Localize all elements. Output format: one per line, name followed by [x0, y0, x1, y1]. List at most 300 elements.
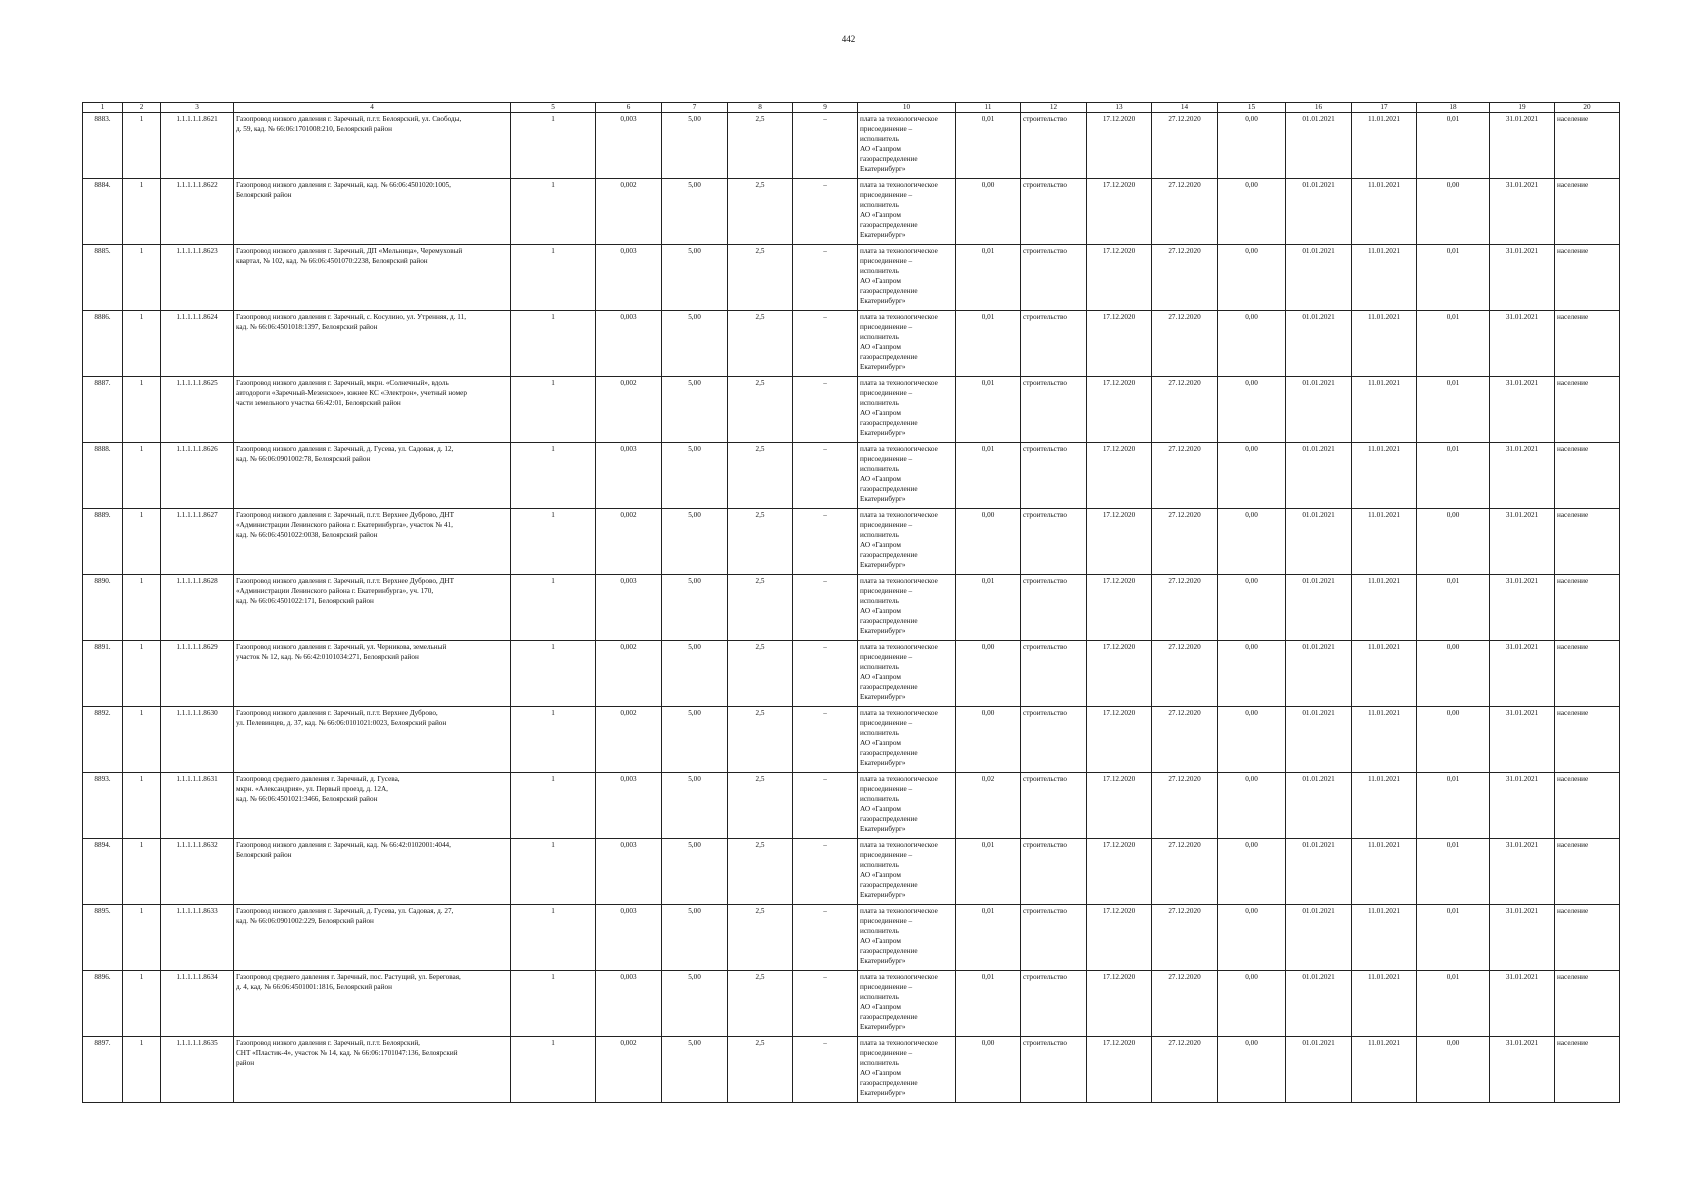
column-header: 13 — [1087, 103, 1152, 113]
row-number: 8888. — [83, 443, 123, 509]
column-header: 20 — [1555, 103, 1620, 113]
col-5-cell: 1 — [511, 641, 596, 707]
date-17: 11.01.2021 — [1352, 641, 1417, 707]
col-11-cell: 0,01 — [956, 311, 1021, 377]
project-code: 1.1.1.1.1.8630 — [161, 707, 234, 773]
row-number: 8886. — [83, 311, 123, 377]
col-5-cell: 1 — [511, 311, 596, 377]
col-2-cell: 1 — [123, 377, 161, 443]
col-9-cell: – — [793, 179, 858, 245]
col-18-cell: 0,00 — [1417, 707, 1490, 773]
col-6-cell: 0,003 — [596, 575, 662, 641]
col-8-cell: 2,5 — [728, 905, 793, 971]
col-7-cell: 5,00 — [662, 641, 728, 707]
table-row — [83, 377, 1620, 443]
work-type: строительство — [1021, 245, 1087, 311]
column-header: 8 — [728, 103, 793, 113]
table-row — [83, 905, 1620, 971]
table-row — [83, 179, 1620, 245]
date-19: 31.01.2021 — [1490, 839, 1555, 905]
object-description: Газопровод низкого давления г. Заречный, кад. № 66:06:4501020:1005, Белоярский район — [234, 179, 511, 245]
date-start: 17.12.2020 — [1087, 773, 1152, 839]
col-2-cell: 1 — [123, 641, 161, 707]
col-9-cell: – — [793, 443, 858, 509]
funding-source: плата за технологическое присоединение – исполнитель АО «Газпром газораспределение Екатеринбург» — [858, 1037, 956, 1103]
col-6-cell: 0,003 — [596, 839, 662, 905]
col-15-cell: 0,00 — [1218, 905, 1286, 971]
col-8-cell: 2,5 — [728, 377, 793, 443]
col-15-cell: 0,00 — [1218, 641, 1286, 707]
col-15-cell: 0,00 — [1218, 179, 1286, 245]
date-end: 27.12.2020 — [1152, 1037, 1218, 1103]
date-16: 01.01.2021 — [1286, 773, 1352, 839]
work-type: строительство — [1021, 179, 1087, 245]
column-header: 16 — [1286, 103, 1352, 113]
consumer-category: население — [1555, 311, 1620, 377]
col-5-cell: 1 — [511, 179, 596, 245]
col-6-cell: 0,003 — [596, 971, 662, 1037]
table-row — [83, 773, 1620, 839]
table-row — [83, 113, 1620, 179]
date-start: 17.12.2020 — [1087, 707, 1152, 773]
date-start: 17.12.2020 — [1087, 641, 1152, 707]
consumer-category: население — [1555, 443, 1620, 509]
col-5-cell: 1 — [511, 773, 596, 839]
col-7-cell: 5,00 — [662, 839, 728, 905]
work-type: строительство — [1021, 509, 1087, 575]
col-18-cell: 0,01 — [1417, 113, 1490, 179]
col-9-cell: – — [793, 113, 858, 179]
object-description: Газопровод низкого давления г. Заречный, мкрн. «Солнечный», вдоль автодороги «Заречный-Мезенское», южнее КС «Электрон», учетный номер части земельного участка 66:42:01, Белоярский район — [234, 377, 511, 443]
date-start: 17.12.2020 — [1087, 905, 1152, 971]
funding-source: плата за технологическое присоединение – исполнитель АО «Газпром газораспределение Екатеринбург» — [858, 311, 956, 377]
date-17: 11.01.2021 — [1352, 113, 1417, 179]
col-18-cell: 0,00 — [1417, 641, 1490, 707]
col-2-cell: 1 — [123, 575, 161, 641]
object-description: Газопровод низкого давления г. Заречный, п.г.т. Белоярский, ул. Свободы, д. 59, кад. № 66:06:1701008:210, Белоярский район — [234, 113, 511, 179]
col-6-cell: 0,003 — [596, 311, 662, 377]
table-row — [83, 443, 1620, 509]
date-start: 17.12.2020 — [1087, 377, 1152, 443]
col-8-cell: 2,5 — [728, 245, 793, 311]
consumer-category: население — [1555, 773, 1620, 839]
col-15-cell: 0,00 — [1218, 311, 1286, 377]
funding-source: плата за технологическое присоединение – исполнитель АО «Газпром газораспределение Екатеринбург» — [858, 905, 956, 971]
project-code: 1.1.1.1.1.8626 — [161, 443, 234, 509]
col-7-cell: 5,00 — [662, 773, 728, 839]
date-start: 17.12.2020 — [1087, 443, 1152, 509]
investment-table — [82, 102, 1620, 1103]
column-header: 19 — [1490, 103, 1555, 113]
date-start: 17.12.2020 — [1087, 509, 1152, 575]
col-7-cell: 5,00 — [662, 1037, 728, 1103]
col-8-cell: 2,5 — [728, 773, 793, 839]
date-end: 27.12.2020 — [1152, 311, 1218, 377]
col-5-cell: 1 — [511, 971, 596, 1037]
date-16: 01.01.2021 — [1286, 641, 1352, 707]
col-8-cell: 2,5 — [728, 971, 793, 1037]
project-code: 1.1.1.1.1.8624 — [161, 311, 234, 377]
funding-source: плата за технологическое присоединение – исполнитель АО «Газпром газораспределение Екатеринбург» — [858, 773, 956, 839]
row-number: 8894. — [83, 839, 123, 905]
work-type: строительство — [1021, 773, 1087, 839]
date-end: 27.12.2020 — [1152, 377, 1218, 443]
col-2-cell: 1 — [123, 245, 161, 311]
date-start: 17.12.2020 — [1087, 311, 1152, 377]
object-description: Газопровод низкого давления г. Заречный, д. Гусева, ул. Садовая, д. 27, кад. № 66:06:0901002:229, Белоярский район — [234, 905, 511, 971]
date-end: 27.12.2020 — [1152, 773, 1218, 839]
date-16: 01.01.2021 — [1286, 377, 1352, 443]
project-code: 1.1.1.1.1.8631 — [161, 773, 234, 839]
column-header: 6 — [596, 103, 662, 113]
col-8-cell: 2,5 — [728, 113, 793, 179]
col-15-cell: 0,00 — [1218, 707, 1286, 773]
col-9-cell: – — [793, 773, 858, 839]
funding-source: плата за технологическое присоединение – исполнитель АО «Газпром газораспределение Екатеринбург» — [858, 971, 956, 1037]
work-type: строительство — [1021, 971, 1087, 1037]
column-header: 14 — [1152, 103, 1218, 113]
funding-source: плата за технологическое присоединение – исполнитель АО «Газпром газораспределение Екатеринбург» — [858, 839, 956, 905]
project-code: 1.1.1.1.1.8633 — [161, 905, 234, 971]
date-17: 11.01.2021 — [1352, 1037, 1417, 1103]
col-18-cell: 0,01 — [1417, 245, 1490, 311]
date-19: 31.01.2021 — [1490, 179, 1555, 245]
table-row — [83, 641, 1620, 707]
consumer-category: население — [1555, 179, 1620, 245]
col-11-cell: 0,01 — [956, 113, 1021, 179]
col-7-cell: 5,00 — [662, 707, 728, 773]
work-type: строительство — [1021, 377, 1087, 443]
date-19: 31.01.2021 — [1490, 575, 1555, 641]
work-type: строительство — [1021, 905, 1087, 971]
col-9-cell: – — [793, 641, 858, 707]
col-2-cell: 1 — [123, 839, 161, 905]
col-9-cell: – — [793, 377, 858, 443]
table-row — [83, 971, 1620, 1037]
work-type: строительство — [1021, 113, 1087, 179]
date-16: 01.01.2021 — [1286, 575, 1352, 641]
date-19: 31.01.2021 — [1490, 905, 1555, 971]
funding-source: плата за технологическое присоединение – исполнитель АО «Газпром газораспределение Екатеринбург» — [858, 707, 956, 773]
col-2-cell: 1 — [123, 773, 161, 839]
col-2-cell: 1 — [123, 707, 161, 773]
work-type: строительство — [1021, 1037, 1087, 1103]
col-6-cell: 0,003 — [596, 113, 662, 179]
object-description: Газопровод среднего давления г. Заречный, д. Гусева, мкрн. «Александрия», ул. Первый проезд, д. 12А, кад. № 66:06:4501021:3466, Белоярский район — [234, 773, 511, 839]
column-header: 1 — [83, 103, 123, 113]
funding-source: плата за технологическое присоединение – исполнитель АО «Газпром газораспределение Екатеринбург» — [858, 245, 956, 311]
table-row — [83, 1037, 1620, 1103]
col-18-cell: 0,00 — [1417, 179, 1490, 245]
col-2-cell: 1 — [123, 971, 161, 1037]
consumer-category: население — [1555, 1037, 1620, 1103]
column-header: 18 — [1417, 103, 1490, 113]
col-7-cell: 5,00 — [662, 971, 728, 1037]
funding-source: плата за технологическое присоединение – исполнитель АО «Газпром газораспределение Екатеринбург» — [858, 377, 956, 443]
row-number: 8884. — [83, 179, 123, 245]
col-18-cell: 0,01 — [1417, 443, 1490, 509]
date-17: 11.01.2021 — [1352, 905, 1417, 971]
col-15-cell: 0,00 — [1218, 113, 1286, 179]
col-15-cell: 0,00 — [1218, 971, 1286, 1037]
date-start: 17.12.2020 — [1087, 971, 1152, 1037]
col-9-cell: – — [793, 971, 858, 1037]
col-8-cell: 2,5 — [728, 179, 793, 245]
funding-source: плата за технологическое присоединение – исполнитель АО «Газпром газораспределение Екатеринбург» — [858, 509, 956, 575]
work-type: строительство — [1021, 707, 1087, 773]
date-end: 27.12.2020 — [1152, 113, 1218, 179]
col-5-cell: 1 — [511, 245, 596, 311]
col-18-cell: 0,01 — [1417, 839, 1490, 905]
col-15-cell: 0,00 — [1218, 575, 1286, 641]
col-7-cell: 5,00 — [662, 575, 728, 641]
project-code: 1.1.1.1.1.8627 — [161, 509, 234, 575]
col-6-cell: 0,002 — [596, 179, 662, 245]
col-6-cell: 0,002 — [596, 707, 662, 773]
row-number: 8893. — [83, 773, 123, 839]
col-5-cell: 1 — [511, 377, 596, 443]
col-8-cell: 2,5 — [728, 575, 793, 641]
col-15-cell: 0,00 — [1218, 1037, 1286, 1103]
date-start: 17.12.2020 — [1087, 839, 1152, 905]
consumer-category: население — [1555, 707, 1620, 773]
col-11-cell: 0,01 — [956, 839, 1021, 905]
column-header: 17 — [1352, 103, 1417, 113]
project-code: 1.1.1.1.1.8632 — [161, 839, 234, 905]
date-start: 17.12.2020 — [1087, 113, 1152, 179]
col-2-cell: 1 — [123, 1037, 161, 1103]
col-7-cell: 5,00 — [662, 245, 728, 311]
col-9-cell: – — [793, 905, 858, 971]
col-11-cell: 0,00 — [956, 1037, 1021, 1103]
date-start: 17.12.2020 — [1087, 575, 1152, 641]
table-row — [83, 509, 1620, 575]
col-5-cell: 1 — [511, 839, 596, 905]
consumer-category: население — [1555, 377, 1620, 443]
date-19: 31.01.2021 — [1490, 377, 1555, 443]
consumer-category: население — [1555, 245, 1620, 311]
col-5-cell: 1 — [511, 113, 596, 179]
object-description: Газопровод низкого давления г. Заречный, ДП «Мельница», Черемуховый квартал, № 102, кад. № 66:06:4501070:2238, Белоярский район — [234, 245, 511, 311]
col-7-cell: 5,00 — [662, 311, 728, 377]
row-number: 8896. — [83, 971, 123, 1037]
project-code: 1.1.1.1.1.8628 — [161, 575, 234, 641]
project-code: 1.1.1.1.1.8622 — [161, 179, 234, 245]
col-11-cell: 0,00 — [956, 641, 1021, 707]
col-7-cell: 5,00 — [662, 509, 728, 575]
date-16: 01.01.2021 — [1286, 443, 1352, 509]
row-number: 8889. — [83, 509, 123, 575]
date-16: 01.01.2021 — [1286, 113, 1352, 179]
col-11-cell: 0,01 — [956, 245, 1021, 311]
consumer-category: население — [1555, 839, 1620, 905]
object-description: Газопровод низкого давления г. Заречный, ул. Черникова, земельный участок № 12, кад. № 66:42:0101034:271, Белоярский район — [234, 641, 511, 707]
col-8-cell: 2,5 — [728, 707, 793, 773]
col-2-cell: 1 — [123, 509, 161, 575]
date-end: 27.12.2020 — [1152, 443, 1218, 509]
date-19: 31.01.2021 — [1490, 707, 1555, 773]
date-end: 27.12.2020 — [1152, 641, 1218, 707]
date-16: 01.01.2021 — [1286, 179, 1352, 245]
col-18-cell: 0,01 — [1417, 311, 1490, 377]
object-description: Газопровод низкого давления г. Заречный, п.г.т. Верхнее Дуброво, ул. Пелевинцев, д. 37, кад. № 66:06:0101021:0023, Белоярский район — [234, 707, 511, 773]
project-code: 1.1.1.1.1.8625 — [161, 377, 234, 443]
consumer-category: население — [1555, 971, 1620, 1037]
project-code: 1.1.1.1.1.8629 — [161, 641, 234, 707]
column-header: 7 — [662, 103, 728, 113]
col-18-cell: 0,00 — [1417, 1037, 1490, 1103]
col-6-cell: 0,002 — [596, 509, 662, 575]
row-number: 8883. — [83, 113, 123, 179]
col-9-cell: – — [793, 707, 858, 773]
date-16: 01.01.2021 — [1286, 839, 1352, 905]
project-code: 1.1.1.1.1.8634 — [161, 971, 234, 1037]
date-17: 11.01.2021 — [1352, 377, 1417, 443]
date-16: 01.01.2021 — [1286, 1037, 1352, 1103]
col-11-cell: 0,01 — [956, 377, 1021, 443]
date-19: 31.01.2021 — [1490, 971, 1555, 1037]
col-2-cell: 1 — [123, 443, 161, 509]
date-16: 01.01.2021 — [1286, 245, 1352, 311]
col-2-cell: 1 — [123, 311, 161, 377]
col-9-cell: – — [793, 839, 858, 905]
date-19: 31.01.2021 — [1490, 509, 1555, 575]
date-19: 31.01.2021 — [1490, 641, 1555, 707]
col-9-cell: – — [793, 245, 858, 311]
col-18-cell: 0,01 — [1417, 773, 1490, 839]
project-code: 1.1.1.1.1.8623 — [161, 245, 234, 311]
date-19: 31.01.2021 — [1490, 245, 1555, 311]
table-row — [83, 707, 1620, 773]
date-end: 27.12.2020 — [1152, 971, 1218, 1037]
funding-source: плата за технологическое присоединение – исполнитель АО «Газпром газораспределение Екатеринбург» — [858, 113, 956, 179]
col-7-cell: 5,00 — [662, 905, 728, 971]
date-19: 31.01.2021 — [1490, 311, 1555, 377]
col-8-cell: 2,5 — [728, 1037, 793, 1103]
consumer-category: население — [1555, 641, 1620, 707]
date-17: 11.01.2021 — [1352, 245, 1417, 311]
col-6-cell: 0,003 — [596, 245, 662, 311]
date-17: 11.01.2021 — [1352, 971, 1417, 1037]
date-end: 27.12.2020 — [1152, 905, 1218, 971]
date-17: 11.01.2021 — [1352, 509, 1417, 575]
row-number: 8885. — [83, 245, 123, 311]
date-16: 01.01.2021 — [1286, 509, 1352, 575]
date-end: 27.12.2020 — [1152, 245, 1218, 311]
date-17: 11.01.2021 — [1352, 311, 1417, 377]
date-16: 01.01.2021 — [1286, 971, 1352, 1037]
column-header: 3 — [161, 103, 234, 113]
col-11-cell: 0,01 — [956, 971, 1021, 1037]
col-15-cell: 0,00 — [1218, 839, 1286, 905]
col-15-cell: 0,00 — [1218, 773, 1286, 839]
project-code: 1.1.1.1.1.8621 — [161, 113, 234, 179]
date-19: 31.01.2021 — [1490, 773, 1555, 839]
col-2-cell: 1 — [123, 113, 161, 179]
date-16: 01.01.2021 — [1286, 905, 1352, 971]
date-start: 17.12.2020 — [1087, 179, 1152, 245]
date-16: 01.01.2021 — [1286, 311, 1352, 377]
work-type: строительство — [1021, 443, 1087, 509]
col-7-cell: 5,00 — [662, 113, 728, 179]
col-18-cell: 0,00 — [1417, 509, 1490, 575]
col-6-cell: 0,002 — [596, 641, 662, 707]
col-9-cell: – — [793, 575, 858, 641]
date-start: 17.12.2020 — [1087, 245, 1152, 311]
col-18-cell: 0,01 — [1417, 575, 1490, 641]
column-header: 4 — [234, 103, 511, 113]
col-11-cell: 0,01 — [956, 905, 1021, 971]
consumer-category: население — [1555, 509, 1620, 575]
row-number: 8891. — [83, 641, 123, 707]
date-19: 31.01.2021 — [1490, 443, 1555, 509]
col-8-cell: 2,5 — [728, 443, 793, 509]
col-5-cell: 1 — [511, 1037, 596, 1103]
date-17: 11.01.2021 — [1352, 443, 1417, 509]
column-header: 9 — [793, 103, 858, 113]
date-end: 27.12.2020 — [1152, 179, 1218, 245]
row-number: 8890. — [83, 575, 123, 641]
col-18-cell: 0,01 — [1417, 971, 1490, 1037]
consumer-category: население — [1555, 575, 1620, 641]
col-8-cell: 2,5 — [728, 641, 793, 707]
funding-source: плата за технологическое присоединение – исполнитель АО «Газпром газораспределение Екатеринбург» — [858, 575, 956, 641]
col-2-cell: 1 — [123, 905, 161, 971]
consumer-category: население — [1555, 905, 1620, 971]
table-row — [83, 575, 1620, 641]
column-header: 15 — [1218, 103, 1286, 113]
table-row — [83, 311, 1620, 377]
funding-source: плата за технологическое присоединение – исполнитель АО «Газпром газораспределение Екатеринбург» — [858, 443, 956, 509]
date-17: 11.01.2021 — [1352, 839, 1417, 905]
col-11-cell: 0,01 — [956, 575, 1021, 641]
date-19: 31.01.2021 — [1490, 1037, 1555, 1103]
object-description: Газопровод низкого давления г. Заречный, п.г.т. Верхнее Дуброво, ДНТ «Администрации Ленинского района г. Екатеринбурга», уч. 170, кад. № 66:06:4501022:171, Белоярский район — [234, 575, 511, 641]
col-6-cell: 0,002 — [596, 377, 662, 443]
date-17: 11.01.2021 — [1352, 707, 1417, 773]
col-6-cell: 0,003 — [596, 443, 662, 509]
col-11-cell: 0,02 — [956, 773, 1021, 839]
work-type: строительство — [1021, 839, 1087, 905]
col-5-cell: 1 — [511, 509, 596, 575]
col-6-cell: 0,003 — [596, 773, 662, 839]
col-7-cell: 5,00 — [662, 179, 728, 245]
date-end: 27.12.2020 — [1152, 509, 1218, 575]
col-2-cell: 1 — [123, 179, 161, 245]
project-code: 1.1.1.1.1.8635 — [161, 1037, 234, 1103]
col-6-cell: 0,003 — [596, 905, 662, 971]
object-description: Газопровод низкого давления г. Заречный, п.г.т. Белоярский, СНТ «Пластик-4», участок № 14, кад. № 66:06:1701047:136, Белоярский район — [234, 1037, 511, 1103]
col-18-cell: 0,01 — [1417, 377, 1490, 443]
page-number: 442 — [841, 34, 856, 44]
row-number: 8897. — [83, 1037, 123, 1103]
col-6-cell: 0,002 — [596, 1037, 662, 1103]
date-19: 31.01.2021 — [1490, 113, 1555, 179]
column-header: 10 — [858, 103, 956, 113]
date-end: 27.12.2020 — [1152, 575, 1218, 641]
col-8-cell: 2,5 — [728, 839, 793, 905]
col-11-cell: 0,00 — [956, 179, 1021, 245]
consumer-category: население — [1555, 113, 1620, 179]
col-8-cell: 2,5 — [728, 311, 793, 377]
object-description: Газопровод низкого давления г. Заречный, с. Косулино, ул. Утренняя, д. 11, кад. № 66:06:4501018:1397, Белоярский район — [234, 311, 511, 377]
col-9-cell: – — [793, 1037, 858, 1103]
col-9-cell: – — [793, 509, 858, 575]
col-7-cell: 5,00 — [662, 443, 728, 509]
col-5-cell: 1 — [511, 905, 596, 971]
date-end: 27.12.2020 — [1152, 839, 1218, 905]
col-15-cell: 0,00 — [1218, 443, 1286, 509]
